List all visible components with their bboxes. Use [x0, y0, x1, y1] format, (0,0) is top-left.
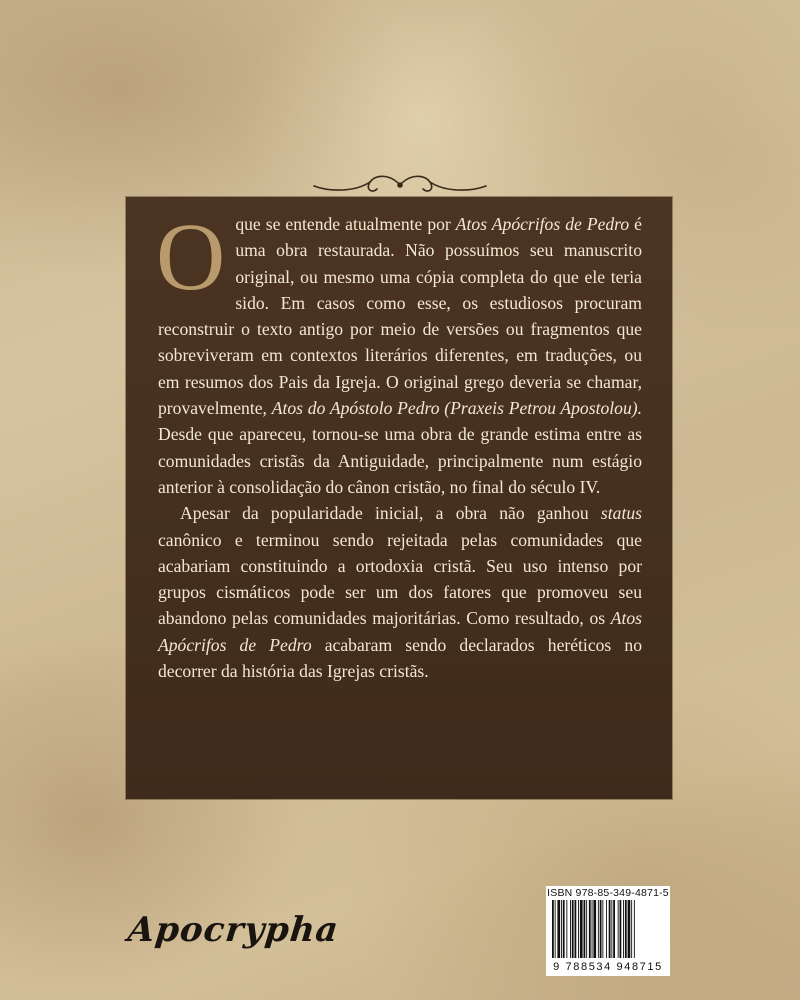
- paragraph-2: [158, 500, 642, 684]
- barcode-bar: [628, 900, 631, 958]
- ornament-divider-icon: [310, 170, 490, 200]
- barcode-bar: [578, 900, 579, 958]
- barcode-bar: [580, 900, 583, 958]
- barcode-digits: 9 788534 948715: [553, 961, 663, 973]
- p1-part-e: Desde que apareceu, tornou-se uma obra de grande estima entre as comunidades cristãs da Antiguidade, principalmente num estágio anterior à consolidação do cânon cristão, no final do século IV.: [158, 424, 642, 497]
- barcode-bar: [575, 900, 577, 958]
- barcode-bar: [570, 900, 571, 958]
- barcode-bar: [598, 900, 599, 958]
- publisher-logo-text: Apocrypha: [125, 910, 341, 950]
- barcode-icon: [550, 900, 666, 960]
- barcode-bar: [613, 900, 615, 958]
- barcode-bar: [592, 900, 593, 958]
- p1-part-c: é uma obra restaurada. Não possuímos seu manuscrito original, ou mesmo uma cópia completa do que ele teria sido. Em casos como esse, os estudiosos procuram reconstruir o texto antigo por meio de versões ou fragmentos que sobreviveram em contextos literários diferentes, em traduções, ou em resumos dos Pais da Igreja. O original grego deveria se chamar, provavelmente,: [158, 214, 642, 419]
- barcode-bar: [602, 900, 603, 958]
- barcode-bar: [625, 900, 627, 958]
- barcode-bar: [555, 900, 556, 958]
- p1-greek-title-italic: Atos do Apóstolo Pedro (Praxeis Petrou Apostolou).: [271, 398, 642, 419]
- blurb-text: [156, 203, 642, 684]
- barcode-bar: [589, 900, 591, 958]
- barcode-bar: [620, 900, 622, 958]
- text-panel: [126, 197, 672, 799]
- p2-title-italic: Atos Apócrifos de Pedro: [158, 608, 642, 655]
- barcode-bar: [609, 900, 611, 958]
- isbn-barcode: [546, 886, 670, 976]
- barcode-bar: [600, 900, 602, 958]
- drop-cap: O: [156, 203, 226, 310]
- barcode-bar: [593, 900, 596, 958]
- p2-status-italic: status: [600, 503, 642, 524]
- barcode-bar: [584, 900, 586, 958]
- barcode-bar: [631, 900, 632, 958]
- barcode-bar: [623, 900, 624, 958]
- p2-part-a: Apesar da popularidade inicial, a obra não ganhou: [180, 503, 601, 524]
- barcode-bar: [634, 900, 635, 958]
- paragraph-1: [156, 203, 642, 500]
- barcode-bar: [572, 900, 574, 958]
- barcode-bar: [563, 900, 565, 958]
- p1-part-a: que se entende atualmente por: [235, 214, 456, 234]
- p1-title-italic: Atos Apócrifos de Pedro: [455, 214, 630, 234]
- barcode-bar: [561, 900, 562, 958]
- barcode-bar: [566, 900, 567, 958]
- barcode-bar: [618, 900, 619, 958]
- barcode-bar: [611, 900, 612, 958]
- isbn-label: ISBN 978-85-349-4871-5: [547, 887, 669, 899]
- barcode-bar: [552, 900, 554, 958]
- p2-part-c: canônico e terminou sendo rejeitada pelas comunidades que acabariam constituindo a ortodoxia cristã. Seu uso intenso por grupos cismáticos pode ser um dos fatores que promoveu seu abandono pelas comunidades majoritárias. Como resultado, os: [158, 529, 642, 629]
- barcode-bar: [606, 900, 607, 958]
- publisher-logo: [125, 910, 341, 960]
- barcode-bar: [557, 900, 560, 958]
- barcode-bar: [586, 900, 587, 958]
- p2-part-e: acabaram sendo declarados heréticos no decorrer da história das Igrejas cristãs.: [158, 634, 642, 682]
